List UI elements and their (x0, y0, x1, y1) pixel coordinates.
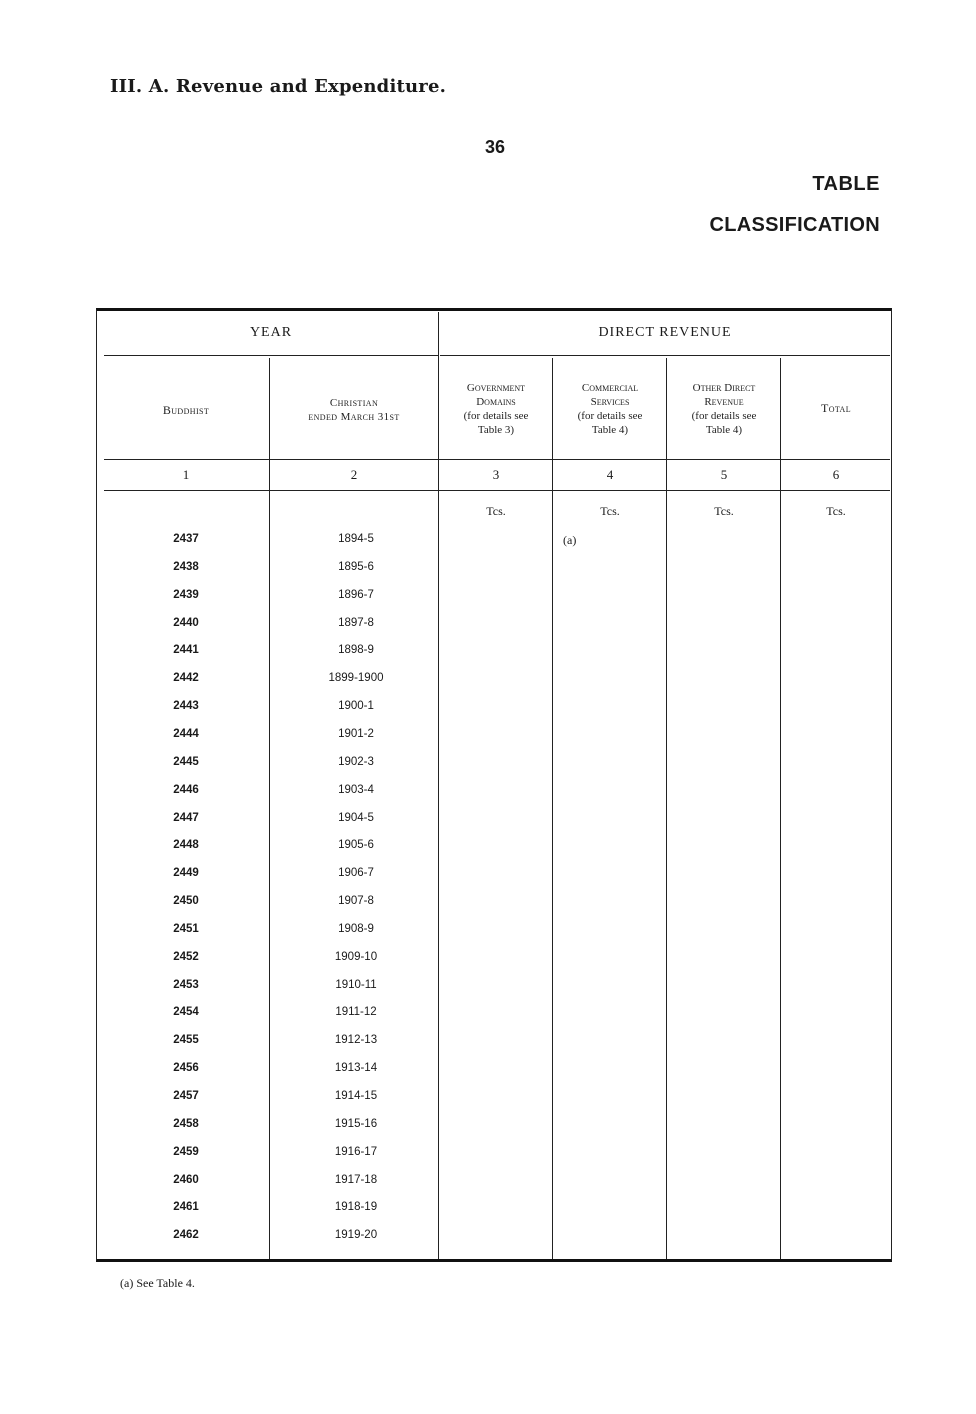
col-header-christian-line1: Christian (329, 397, 379, 409)
christian-year: 1912-13 (334, 1034, 378, 1046)
christian-year: 1913-14 (334, 1062, 378, 1074)
col-number-2: 2 (350, 467, 358, 482)
christian-year: 1918-19 (334, 1201, 378, 1213)
buddhist-year: 2448 (173, 839, 199, 851)
buddhist-year: 2452 (173, 951, 199, 963)
christian-year: 1909-10 (334, 951, 378, 963)
christian-year: 1907-8 (338, 895, 374, 907)
col-header-other-line4: Table 4) (705, 424, 743, 436)
buddhist-year: 2454 (173, 1006, 199, 1018)
rule-under-group-headers (104, 355, 438, 356)
buddhist-year: 2451 (173, 923, 199, 935)
buddhist-year: 2440 (173, 617, 199, 629)
buddhist-year: 2453 (173, 979, 199, 991)
col-header-government (440, 381, 552, 437)
classification-heading: CLASSIFICATION (709, 214, 880, 236)
christian-year: 1906-7 (338, 867, 374, 879)
unit-government: Tcs. (486, 504, 506, 518)
buddhist-year: 2439 (173, 589, 199, 601)
christian-year: 1894-5 (338, 533, 374, 545)
col-header-commercial-line4: Table 4) (591, 424, 629, 436)
col-header-other-line3: (for details see (691, 410, 757, 422)
buddhist-year: 2456 (173, 1062, 199, 1074)
col-header-commercial-line2: Services (590, 396, 630, 408)
col-number-5: 5 (720, 467, 728, 482)
col-header-other-line1: Other Direct (692, 382, 756, 394)
buddhist-year: 2450 (173, 895, 199, 907)
buddhist-year: 2449 (173, 867, 199, 879)
christian-year: 1915-16 (334, 1118, 378, 1130)
christian-year: 1919-20 (334, 1229, 378, 1241)
col-header-total: Total (820, 401, 852, 415)
col-header-buddhist: Buddhist (162, 403, 210, 417)
christian-year: 1897-8 (338, 617, 374, 629)
buddhist-year: 2457 (173, 1090, 199, 1102)
christian-year: 1900-1 (338, 700, 374, 712)
buddhist-year: 2461 (173, 1201, 199, 1213)
christian-year: 1905-6 (338, 839, 374, 851)
col-header-commercial-line3: (for details see (577, 410, 643, 422)
footnote: (a) See Table 4. (120, 1276, 195, 1290)
col-header-commercial-line1: Commercial (581, 382, 639, 394)
vrule-com-other (666, 358, 667, 1259)
unit-other: Tcs. (714, 504, 734, 518)
vrule-other-total (780, 358, 781, 1259)
col-header-christian-line2: ended March 31st (308, 411, 400, 423)
buddhist-year: 2445 (173, 756, 199, 768)
vrule-buddhist-christian (269, 358, 270, 1259)
christian-year: 1895-6 (338, 561, 374, 573)
unit-commercial: Tcs. (600, 504, 620, 518)
christian-year: 1917-18 (334, 1174, 378, 1186)
col-number-3: 3 (492, 467, 500, 482)
buddhist-year: 2442 (173, 672, 199, 684)
unit-total: Tcs. (826, 504, 846, 518)
buddhist-year: 2459 (173, 1146, 199, 1158)
buddhist-year: 2460 (173, 1174, 199, 1186)
group-header-direct-revenue: DIRECT REVENUE (598, 325, 732, 340)
buddhist-year: 2443 (173, 700, 199, 712)
rule-under-group-headers-right (440, 355, 890, 356)
col-header-commercial (554, 381, 666, 437)
col-header-christian (272, 396, 436, 424)
buddhist-year: 2455 (173, 1034, 199, 1046)
christian-year: 1898-9 (338, 644, 374, 656)
christian-year: 1904-5 (338, 812, 374, 824)
buddhist-year: 2458 (173, 1118, 199, 1130)
col-header-other (668, 381, 780, 437)
christian-year: 1901-2 (338, 728, 374, 740)
buddhist-year: 2462 (173, 1229, 199, 1241)
christian-year: 1910-11 (335, 979, 377, 991)
section-title: III. A. Revenue and Expenditure. (110, 76, 447, 97)
vrule-gov-com (552, 358, 553, 1259)
christian-year: 1916-17 (334, 1146, 378, 1158)
christian-year: 1896-7 (338, 589, 374, 601)
col-header-government-line1: Government (466, 382, 526, 394)
table-heading: TABLE (812, 173, 880, 195)
buddhist-year: 2441 (173, 644, 199, 656)
rule-below-column-numbers (104, 490, 890, 491)
col-header-government-line2: Domains (476, 396, 516, 408)
buddhist-year: 2447 (173, 812, 199, 824)
christian-year: 1914-15 (334, 1090, 378, 1102)
col-number-6: 6 (832, 467, 840, 482)
col-header-other-line2: Revenue (704, 396, 744, 408)
rule-above-column-numbers (104, 459, 890, 460)
col-number-4: 4 (606, 467, 614, 482)
page-number: 36 (484, 137, 506, 157)
christian-year: 1902-3 (338, 756, 374, 768)
vrule-year-direct (438, 312, 439, 1259)
buddhist-year: 2444 (173, 728, 199, 740)
buddhist-year: 2437 (173, 533, 199, 545)
footnote-marker: (a) (563, 533, 577, 547)
col-header-government-line4: Table 3) (477, 424, 515, 436)
christian-year: 1903-4 (338, 784, 374, 796)
col-header-government-line3: (for details see (463, 410, 529, 422)
group-header-year: YEAR (249, 325, 293, 340)
christian-year: 1911-12 (335, 1006, 377, 1018)
col-number-1: 1 (182, 467, 190, 482)
buddhist-year: 2438 (173, 561, 199, 573)
christian-year: 1899-1900 (328, 672, 384, 684)
christian-year: 1908-9 (338, 923, 374, 935)
buddhist-year: 2446 (173, 784, 199, 796)
